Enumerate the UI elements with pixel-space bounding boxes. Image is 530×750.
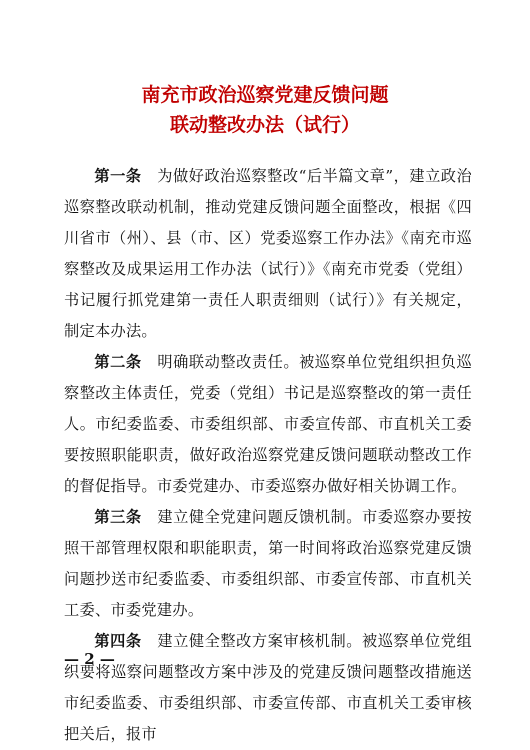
- article-label: 第二条: [94, 353, 142, 371]
- article-label: 第三条: [94, 508, 142, 526]
- page-number: — 2 —: [64, 650, 115, 668]
- document-title-line-1: 南充市政治巡察党建反馈问题: [141, 84, 389, 106]
- article-label: 第一条: [94, 167, 142, 185]
- article-2: [64, 347, 472, 502]
- document-body: [64, 161, 472, 750]
- article-1: [64, 161, 472, 347]
- article-text: 建立健全整改方案审核机制。被巡察单位党组织要将巡察问题整改方案中涉及的党建反馈问题整改措施送市纪委监委、市委组织部、市委宣传部、市直机关工委审核把关后，报市: [64, 632, 472, 743]
- document-title-line-2: 联动整改办法（试行）: [169, 114, 360, 136]
- article-text: 建立健全党建问题反馈机制。市委巡察办要按照干部管理权限和职能职责，第一时间将政治巡察党建反馈问题抄送市纪委监委、市委组织部、市委宣传部、市直机关工委、市委党建办。: [64, 508, 472, 619]
- article-text: 为做好政治巡察整改“后半篇文章”，建立政治巡察整改联动机制，推动党建反馈问题全面整改，根据《四川省市（州）、县（市、区）党委巡察工作办法》《南充市巡察整改及成果运用工作办法（试行）》《南充市党委（党组）书记履行抓党建第一责任人职责细则（试行）》有关规定，制定本办法。: [64, 167, 472, 340]
- article-label: 第四条: [94, 632, 142, 650]
- article-3: [64, 502, 472, 626]
- article-4: [64, 626, 472, 750]
- article-text: 明确联动整改责任。被巡察单位党组织担负巡察整改主体责任，党委（党组）书记是巡察整改的第一责任人。市纪委监委、市委组织部、市委宣传部、市直机关工委要按照职能职责，做好政治巡察党建反馈问题联动整改工作的督促指导。市委党建办、市委巡察办做好相关协调工作。: [64, 353, 472, 495]
